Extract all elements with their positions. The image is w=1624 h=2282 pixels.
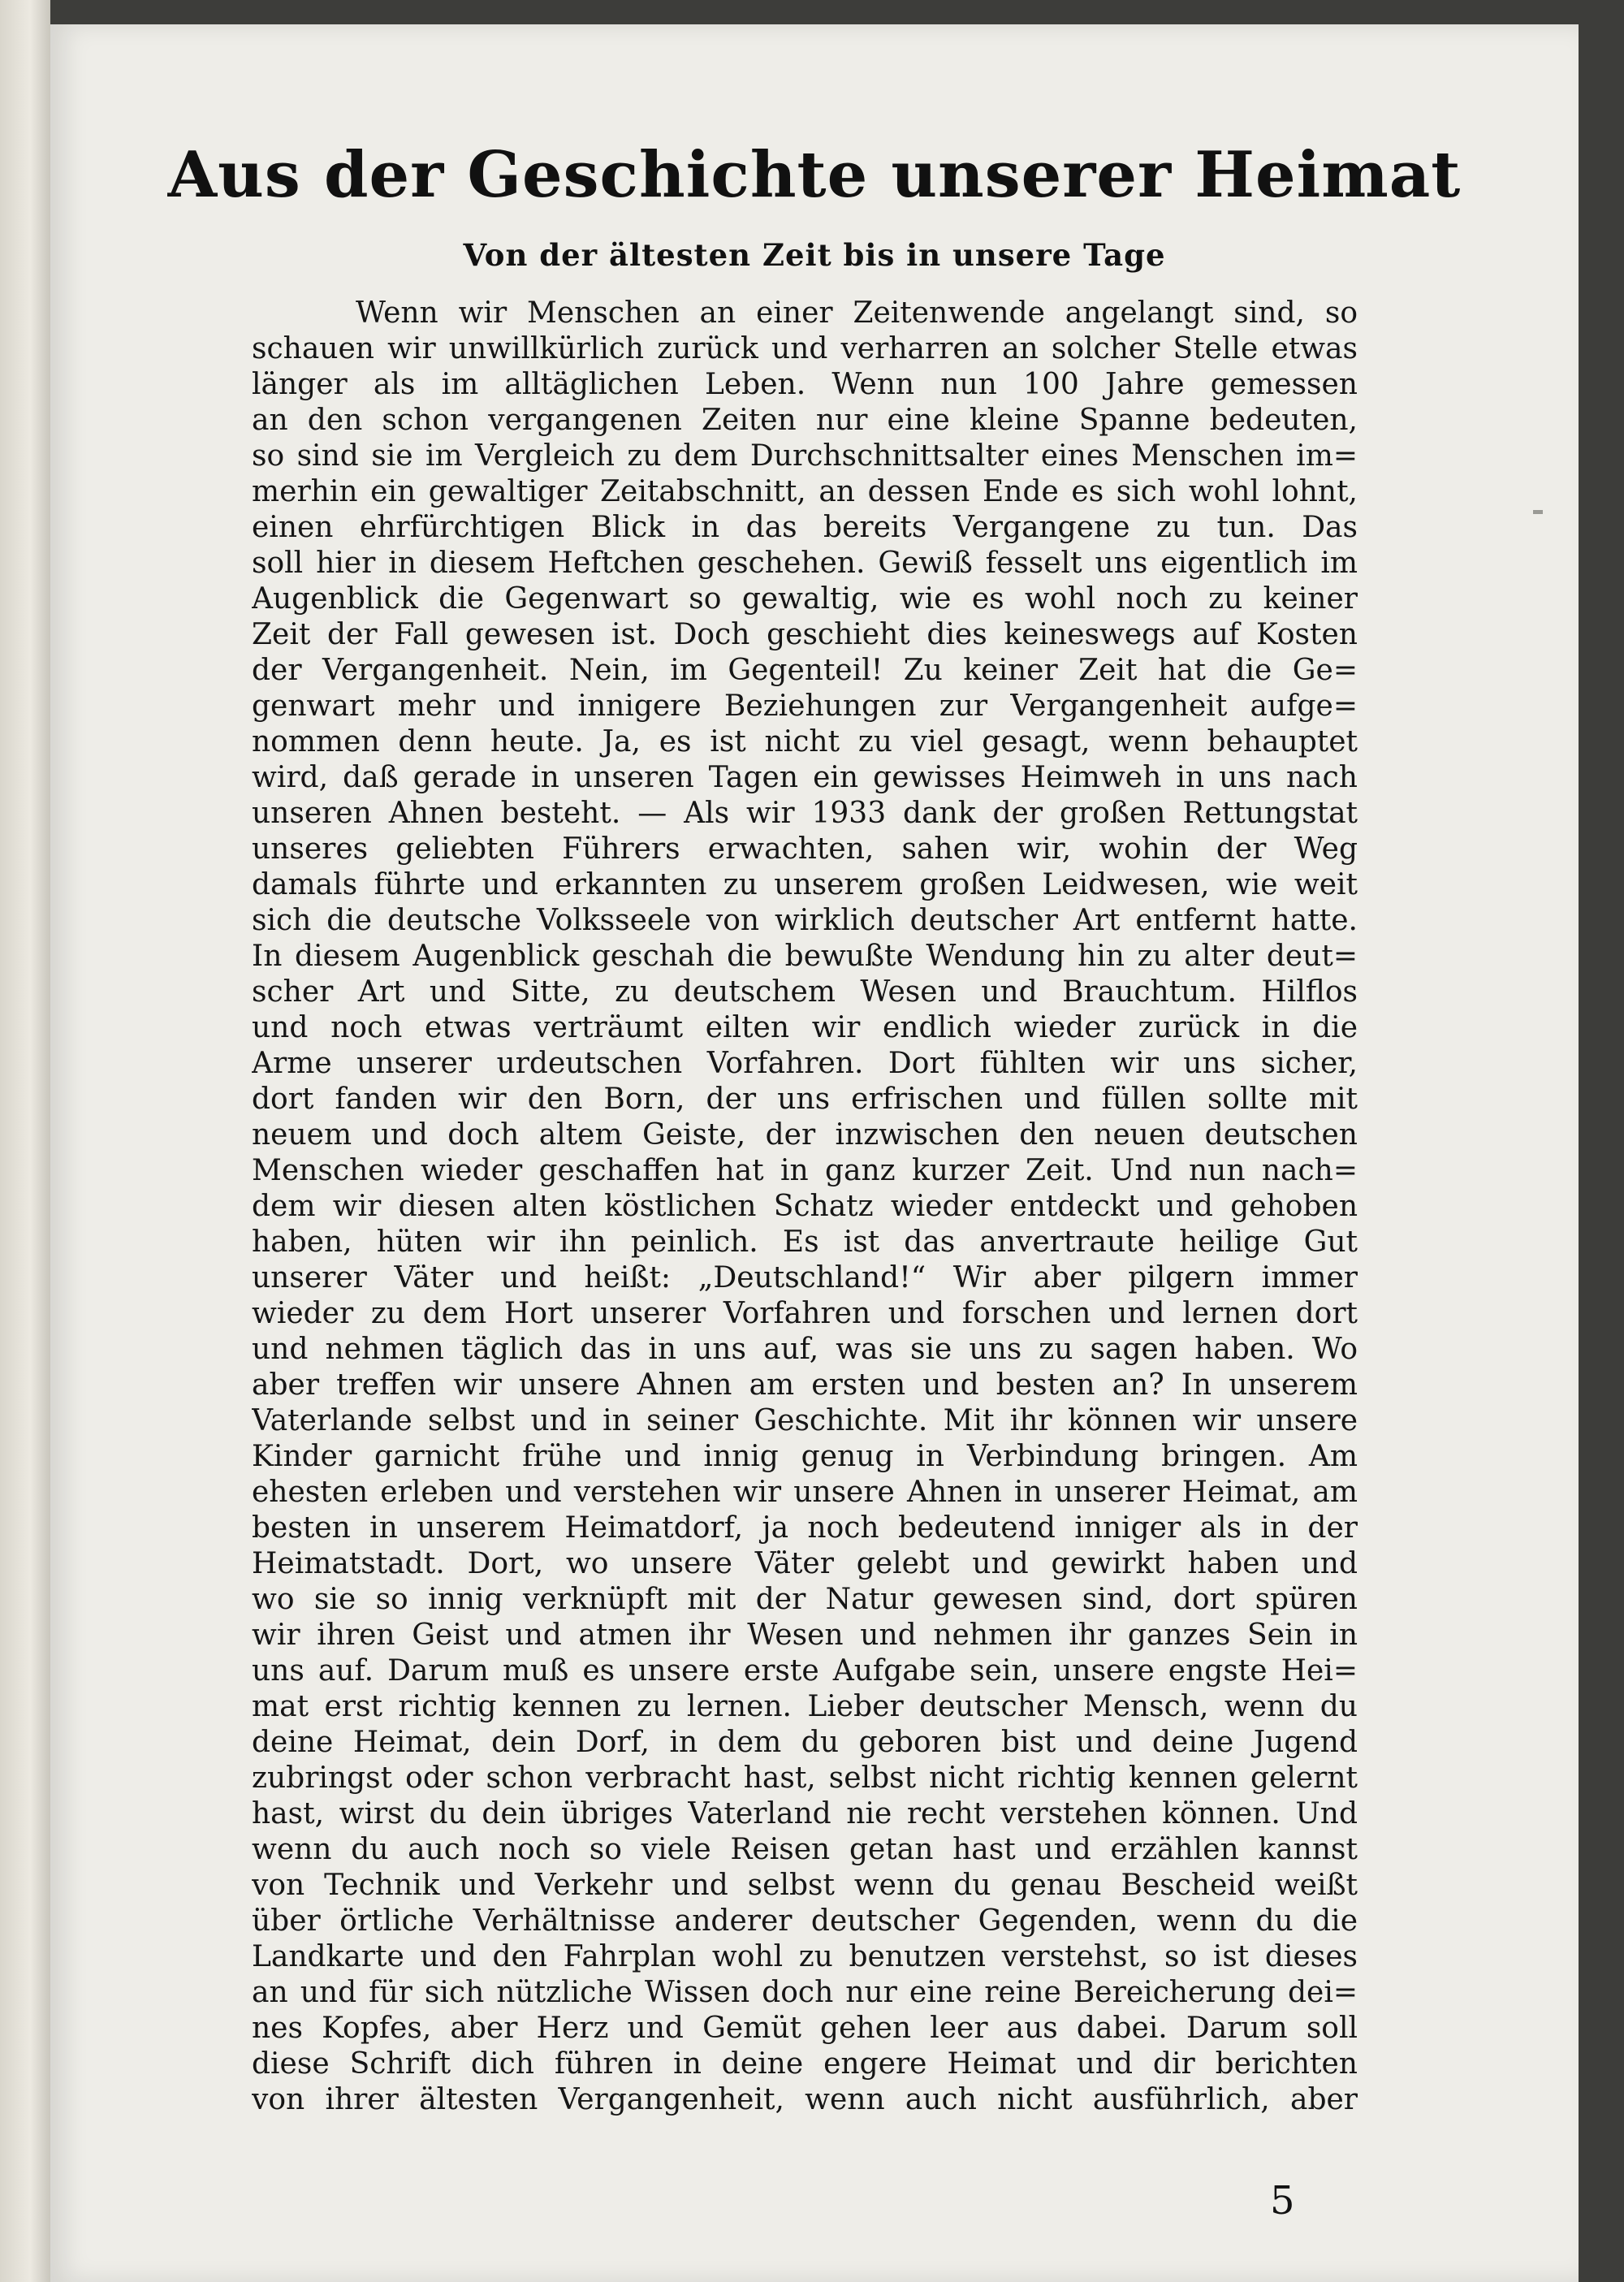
text-line: und nehmen täglich das in uns auf, was sie uns zu sagen haben. Wo bbox=[252, 1333, 1358, 1366]
text-line: zubringst oder schon verbracht hast, selbst nicht richtig kennen gelernt bbox=[252, 1761, 1358, 1795]
text-line: und noch etwas verträumt eilten wir endlich wieder zurück in die bbox=[252, 1011, 1358, 1044]
text-line: Kinder garnicht frühe und innig genug in Verbindung bringen. Am bbox=[252, 1440, 1358, 1473]
text-line: von ihrer ältesten Vergangenheit, wenn auch nicht ausführlich, aber bbox=[252, 2083, 1358, 2116]
text-line: länger als im alltäglichen Leben. Wenn nun 100 Jahre gemessen bbox=[252, 368, 1358, 401]
text-line: neuem und doch altem Geiste, der inzwischen den neuen deutschen bbox=[252, 1118, 1358, 1152]
text-line: Heimatstadt. Dort, wo unsere Väter gelebt und gewirkt haben und bbox=[252, 1547, 1358, 1580]
text-line: In diesem Augenblick geschah die bewußte Wendung hin zu alter deut= bbox=[252, 940, 1358, 973]
text-line: unseren Ahnen besteht. — Als wir 1933 dank der großen Rettungstat bbox=[252, 797, 1358, 830]
text-line: genwart mehr und innigere Beziehungen zur Vergangenheit aufge= bbox=[252, 689, 1358, 723]
text-line: ehesten erleben und verstehen wir unsere Ahnen in unserer Heimat, am bbox=[252, 1476, 1358, 1509]
text-line: Wenn wir Menschen an einer Zeitenwende angelangt sind, so bbox=[356, 296, 1358, 330]
text-line: wenn du auch noch so viele Reisen getan hast und erzählen kannst bbox=[252, 1833, 1358, 1866]
text-line: wo sie so innig verknüpft mit der Natur gewesen sind, dort spüren bbox=[252, 1583, 1358, 1616]
text-line: wieder zu dem Hort unserer Vorfahren und forschen und lernen dort bbox=[252, 1297, 1358, 1330]
text-line: merhin ein gewaltiger Zeitabschnitt, an dessen Ende es sich wohl lohnt, bbox=[252, 475, 1358, 508]
page-subtitle: Von der ältesten Zeit bis in unsere Tage bbox=[463, 237, 1166, 273]
text-line: scher Art und Sitte, zu deutschem Wesen und Brauchtum. Hilflos bbox=[252, 975, 1358, 1009]
text-line: der Vergangenheit. Nein, im Gegenteil! Zu keiner Zeit hat die Ge= bbox=[252, 654, 1358, 687]
text-line: soll hier in diesem Heftchen geschehen. Gewiß fesselt uns eigentlich im bbox=[252, 547, 1358, 580]
text-line: Menschen wieder geschaffen hat in ganz kurzer Zeit. Und nun nach= bbox=[252, 1154, 1358, 1187]
page-number: 5 bbox=[1270, 2178, 1295, 2224]
text-line: diese Schrift dich führen in deine engere Heimat und dir berichten bbox=[252, 2047, 1358, 2081]
text-line: einen ehrfürchtigen Blick in das bereits Vergangene zu tun. Das bbox=[252, 511, 1358, 544]
text-line: unseres geliebten Führers erwachten, sahen wir, wohin der Weg bbox=[252, 832, 1358, 866]
text-line: sich die deutsche Volksseele von wirklich deutscher Art entfernt hatte. bbox=[252, 904, 1358, 937]
text-line: unserer Väter und heißt: „Deutschland!“ Wir aber pilgern immer bbox=[252, 1261, 1358, 1294]
text-line: Zeit der Fall gewesen ist. Doch geschieht dies keineswegs auf Kosten bbox=[252, 618, 1358, 651]
text-line: an den schon vergangenen Zeiten nur eine kleine Spanne bedeuten, bbox=[252, 404, 1358, 437]
text-line: mat erst richtig kennen zu lernen. Lieber deutscher Mensch, wenn du bbox=[252, 1690, 1358, 1723]
margin-mark bbox=[1533, 510, 1543, 514]
text-line: von Technik und Verkehr und selbst wenn du genau Bescheid weißt bbox=[252, 1869, 1358, 1902]
text-line: dem wir diesen alten köstlichen Schatz wieder entdeckt und gehoben bbox=[252, 1190, 1358, 1223]
text-line: Arme unserer urdeutschen Vorfahren. Dort fühlten wir uns sicher, bbox=[252, 1047, 1358, 1080]
text-line: über örtliche Verhältnisse anderer deutscher Gegenden, wenn du die bbox=[252, 1904, 1358, 1938]
text-line: wir ihren Geist und atmen ihr Wesen und nehmen ihr ganzes Sein in bbox=[252, 1619, 1358, 1652]
adjacent-page-edge bbox=[0, 0, 50, 2282]
text-line: damals führte und erkannten zu unserem großen Leidwesen, wie weit bbox=[252, 868, 1358, 901]
text-line: dort fanden wir den Born, der uns erfrischen und füllen sollte mit bbox=[252, 1083, 1358, 1116]
text-line: Vaterlande selbst und in seiner Geschichte. Mit ihr können wir unsere bbox=[252, 1404, 1358, 1437]
text-line: aber treffen wir unsere Ahnen am ersten und besten an? In unserem bbox=[252, 1368, 1358, 1402]
text-line: nes Kopfes, aber Herz und Gemüt gehen leer aus dabei. Darum soll bbox=[252, 2012, 1358, 2045]
text-line: deine Heimat, dein Dorf, in dem du geboren bist und deine Jugend bbox=[252, 1726, 1358, 1759]
book-page bbox=[50, 24, 1579, 2282]
text-line: wird, daß gerade in unseren Tagen ein gewisses Heimweh in uns nach bbox=[252, 761, 1358, 794]
text-line: hast, wirst du dein übriges Vaterland nie recht verstehen können. Und bbox=[252, 1797, 1358, 1830]
text-line: an und für sich nützliche Wissen doch nur eine reine Bereicherung dei= bbox=[252, 1976, 1358, 2009]
text-line: Landkarte und den Fahrplan wohl zu benutzen verstehst, so ist dieses bbox=[252, 1940, 1358, 1973]
text-line: besten in unserem Heimatdorf, ja noch bedeutend inniger als in der bbox=[252, 1511, 1358, 1545]
body-text bbox=[252, 296, 1358, 2118]
page-title: Aus der Geschichte unserer Heimat bbox=[167, 138, 1462, 212]
text-line: uns auf. Darum muß es unsere erste Aufgabe sein, unsere engste Hei= bbox=[252, 1654, 1358, 1688]
text-line: so sind sie im Vergleich zu dem Durchschnittsalter eines Menschen im= bbox=[252, 439, 1358, 473]
text-line: Augenblick die Gegenwart so gewaltig, wie es wohl noch zu keiner bbox=[252, 582, 1358, 616]
text-line: schauen wir unwillkürlich zurück und verharren an solcher Stelle etwas bbox=[252, 332, 1358, 365]
text-line: haben, hüten wir ihn peinlich. Es ist das anvertraute heilige Gut bbox=[252, 1225, 1358, 1259]
text-line: nommen denn heute. Ja, es ist nicht zu viel gesagt, wenn behauptet bbox=[252, 725, 1358, 759]
